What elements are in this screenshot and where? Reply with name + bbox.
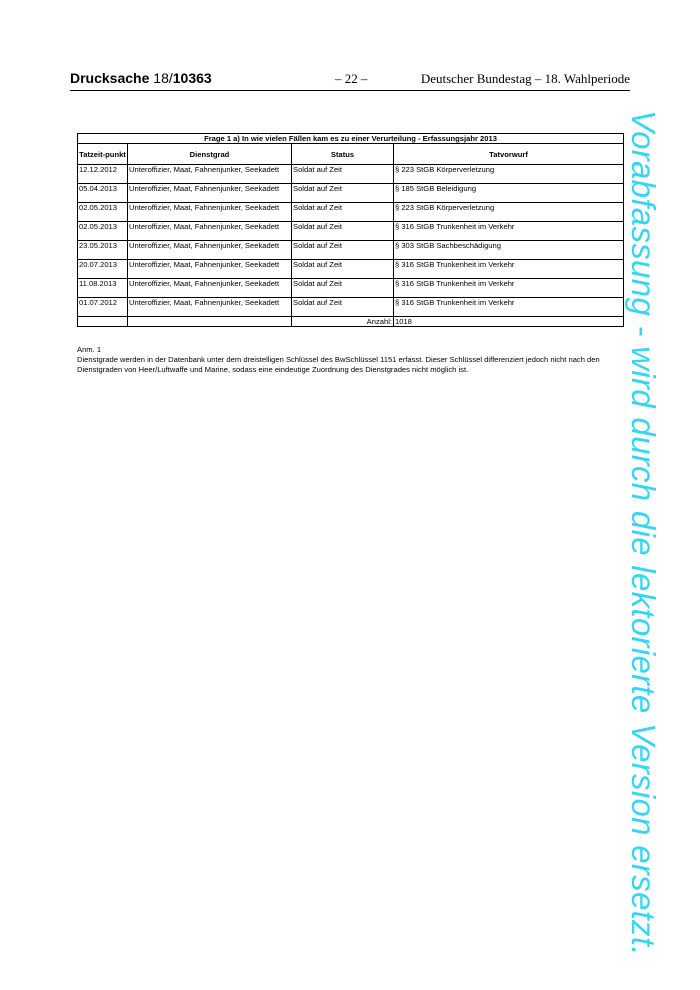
cell-rank: Unteroffizier, Maat, Fahnenjunker, Seekadett: [128, 165, 292, 184]
table-row: [78, 241, 624, 260]
cell-charge: § 316 StGB Trunkenheit im Verkehr: [394, 222, 624, 241]
cell-rank: Unteroffizier, Maat, Fahnenjunker, Seekadett: [128, 222, 292, 241]
table-row: [78, 260, 624, 279]
cell-date: 23.05.2013: [78, 241, 128, 260]
summary-value: 1018: [394, 317, 624, 327]
cell-date: 20.07.2013: [78, 260, 128, 279]
cell-status: Soldat auf Zeit: [292, 203, 394, 222]
cell-status: Soldat auf Zeit: [292, 165, 394, 184]
table-row: [78, 298, 624, 317]
footnote-label: Anm. 1: [77, 345, 102, 354]
footnote: [77, 345, 629, 375]
column-header-status: Status: [292, 144, 394, 165]
column-header-charge: Tatvorwurf: [394, 144, 624, 165]
parliament-period: Deutscher Bundestag – 18. Wahlperiode: [420, 71, 630, 86]
cell-date: 02.05.2013: [78, 203, 128, 222]
cell-status: Soldat auf Zeit: [292, 279, 394, 298]
summary-row: [78, 317, 624, 327]
doc-id: 10363: [172, 70, 212, 86]
summary-empty-cell: [128, 317, 292, 327]
cell-status: Soldat auf Zeit: [292, 184, 394, 203]
cell-date: 11.08.2013: [78, 279, 128, 298]
table-row: [78, 165, 624, 184]
verdict-table: [77, 133, 624, 327]
cell-rank: Unteroffizier, Maat, Fahnenjunker, Seekadett: [128, 184, 292, 203]
cell-rank: Unteroffizier, Maat, Fahnenjunker, Seekadett: [128, 241, 292, 260]
cell-charge: § 316 StGB Trunkenheit im Verkehr: [394, 260, 624, 279]
cell-charge: § 223 StGB Körperverletzung: [394, 165, 624, 184]
cell-charge: § 223 StGB Körperverletzung: [394, 203, 624, 222]
cell-charge: § 303 StGB Sachbeschädigung: [394, 241, 624, 260]
cell-rank: Unteroffizier, Maat, Fahnenjunker, Seekadett: [128, 279, 292, 298]
document-number: [70, 70, 212, 86]
cell-rank: Unteroffizier, Maat, Fahnenjunker, Seekadett: [128, 298, 292, 317]
cell-charge: § 316 StGB Trunkenheit im Verkehr: [394, 298, 624, 317]
page-header: [70, 70, 630, 91]
table-row: [78, 184, 624, 203]
cell-status: Soldat auf Zeit: [292, 260, 394, 279]
summary-label: Anzahl:: [292, 317, 394, 327]
footnote-text: Dienstgrade werden in der Datenbank unter dem dreistelligen Schlüssel des BwSchlüssel 1151 erfasst. Dieser Schlüssel differenziert jedoch nicht nach den Dienstgraden von Heer/Luftwaffe und Marine, sodass eine eindeutige Zuordnung des Dienstgrades nicht möglich ist.: [77, 355, 600, 374]
preliminary-version-watermark: Vorabfassung - wird durch die lektorierte Version ersetzt.: [625, 110, 662, 956]
page-number: – 22 –: [335, 71, 368, 86]
cell-date: 05.04.2013: [78, 184, 128, 203]
table-row: [78, 279, 624, 298]
table-row: [78, 222, 624, 241]
cell-rank: Unteroffizier, Maat, Fahnenjunker, Seekadett: [128, 260, 292, 279]
column-header-date: Tatzeit-punkt: [78, 144, 128, 165]
cell-status: Soldat auf Zeit: [292, 241, 394, 260]
column-header-rank: Dienstgrad: [128, 144, 292, 165]
doc-period: 18/: [153, 70, 173, 86]
summary-empty-cell: [78, 317, 128, 327]
cell-status: Soldat auf Zeit: [292, 222, 394, 241]
table-title: Frage 1 a) In wie vielen Fällen kam es zu einer Verurteilung - Erfassungsjahr 2013: [78, 134, 624, 144]
table-row: [78, 203, 624, 222]
table-header-row: [78, 144, 624, 165]
doc-type: Drucksache: [70, 70, 150, 86]
cell-date: 01.07.2012: [78, 298, 128, 317]
cell-date: 02.05.2013: [78, 222, 128, 241]
cell-charge: § 316 StGB Trunkenheit im Verkehr: [394, 279, 624, 298]
cell-date: 12.12.2012: [78, 165, 128, 184]
cell-status: Soldat auf Zeit: [292, 298, 394, 317]
cell-rank: Unteroffizier, Maat, Fahnenjunker, Seekadett: [128, 203, 292, 222]
cell-charge: § 185 StGB Beleidigung: [394, 184, 624, 203]
